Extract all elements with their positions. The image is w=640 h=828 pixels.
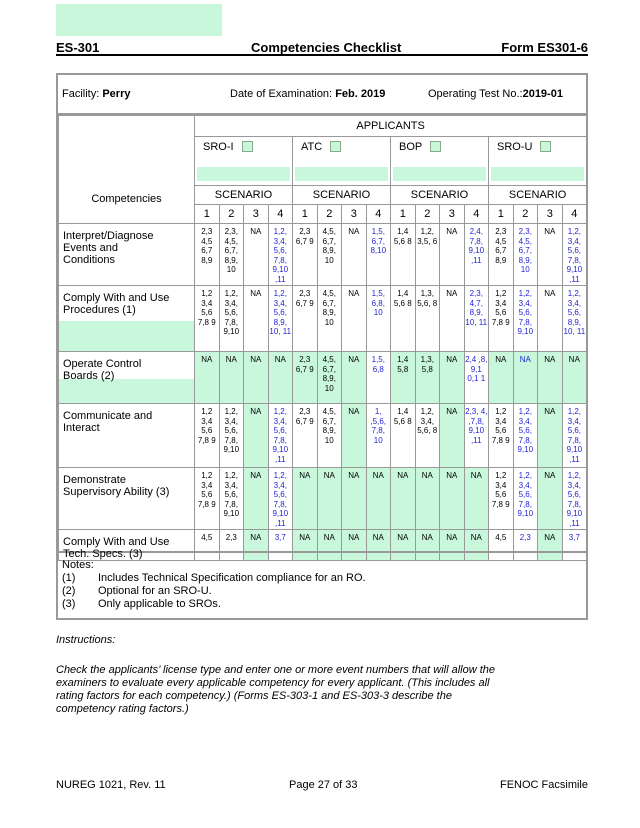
event-cell[interactable]: [366, 286, 391, 352]
event-numbers: 1,2, 3,4, 5,6, 7,8, 9,10: [223, 471, 240, 518]
event-numbers: NA: [544, 289, 556, 298]
event-cell[interactable]: [391, 224, 416, 286]
event-cell[interactable]: [342, 224, 367, 286]
event-cell[interactable]: [342, 286, 367, 352]
scenario-number: 4: [366, 204, 391, 223]
scenario-label: SCENARIO: [489, 185, 587, 204]
event-cell[interactable]: [219, 286, 244, 352]
scenario-number: 2: [219, 204, 244, 223]
scenario-number: 4: [562, 204, 587, 223]
applicant-name-band: [393, 167, 486, 181]
event-numbers: NA: [446, 355, 458, 364]
event-numbers: 1,2 3,4 5,6 7,8 9: [491, 289, 510, 327]
page-title: Competencies Checklist: [251, 40, 402, 55]
event-cell[interactable]: [562, 224, 587, 286]
competency-row: [59, 352, 587, 404]
event-numbers: 1,2, 3,4, 5,6, 8,9, 10, 11: [269, 289, 292, 336]
event-cell[interactable]: [391, 352, 416, 404]
event-numbers: NA: [225, 355, 237, 364]
event-cell[interactable]: [489, 352, 514, 404]
event-numbers: 2,3 6,7 9: [295, 407, 314, 426]
event-cell[interactable]: [195, 404, 220, 468]
event-cell[interactable]: [513, 404, 538, 468]
competency-name: [59, 404, 195, 468]
event-cell[interactable]: [562, 352, 587, 404]
competency-row: [59, 404, 587, 468]
event-numbers: 2,3 4,5 6,7 8,9: [201, 227, 213, 265]
scenario-number: 2: [317, 204, 342, 223]
event-cell[interactable]: [415, 352, 440, 404]
instructions: [56, 634, 506, 716]
license-checkbox[interactable]: [330, 141, 341, 152]
event-numbers: NA: [446, 407, 458, 416]
event-cell[interactable]: [489, 286, 514, 352]
event-numbers: 1,2 3,4 5,6 7,8 9: [197, 407, 216, 445]
event-cell[interactable]: [219, 404, 244, 468]
event-numbers: 2,3, 4,5, 6,7, 8,9, 10: [224, 227, 238, 274]
event-numbers: NA: [544, 227, 556, 236]
competencies-table: [58, 115, 587, 561]
event-numbers: NA: [250, 355, 262, 364]
competency-label: Communicate and Interact: [63, 410, 153, 434]
event-cell[interactable]: [464, 468, 489, 530]
event-cell[interactable]: [244, 468, 269, 530]
event-cell[interactable]: [268, 352, 293, 404]
event-numbers: 1,2, 3,4, 5,6, 7,8, 9,10 ,11: [566, 227, 583, 284]
checklist-form: [56, 73, 588, 620]
event-cell[interactable]: [342, 404, 367, 468]
event-cell[interactable]: [415, 224, 440, 286]
instructions-title: Instructions:: [56, 634, 116, 646]
event-numbers: 1,2, 3,4, 5,6, 8: [417, 407, 438, 435]
event-numbers: 1,2 3,4 5,6 7,8 9: [491, 407, 510, 445]
scenario-number: 1: [293, 204, 318, 223]
event-numbers: NA: [421, 533, 433, 542]
scenario-label: SCENARIO: [293, 185, 391, 204]
event-numbers: 1,2, 3,4, 5,6, 7,8, 9,10: [223, 407, 240, 454]
event-cell[interactable]: [317, 404, 342, 468]
event-numbers: 1,4 5,6 8: [393, 289, 412, 308]
event-numbers: 1,2, 3,4, 5,6, 7,8, 9,10 ,11: [566, 407, 583, 464]
event-numbers: NA: [519, 355, 531, 364]
applicant-type-atc: [293, 137, 391, 186]
event-cell[interactable]: [391, 468, 416, 530]
note-item: (2) Optional for an SRO-U.: [62, 585, 212, 597]
event-numbers: 2,3 4,5 6,7 8,9: [495, 227, 507, 265]
event-numbers: NA: [274, 355, 286, 364]
event-numbers: NA: [299, 471, 311, 480]
event-numbers: NA: [397, 471, 409, 480]
instructions-body: Check the applicants’ license type and enter one or more event numbers that will allow the examiners to evaluate every applicable competency for every applicant. (This includes all rating factors for each competency.) (Forms ES-303-1 and ES-303-3 describe the competency rating factors.): [56, 664, 496, 715]
facility-row: [58, 75, 586, 115]
event-numbers: NA: [446, 533, 458, 542]
applicant-type-label: SRO-U: [497, 141, 533, 154]
event-cell[interactable]: [464, 286, 489, 352]
event-numbers: NA: [544, 355, 556, 364]
event-numbers: NA: [250, 407, 262, 416]
event-numbers: 1,2, 3,4, 5,6, 7,8, 9,10 ,11: [272, 407, 289, 464]
license-checkbox[interactable]: [430, 141, 441, 152]
scenario-number: 1: [391, 204, 416, 223]
applicant-type-label: ATC: [301, 141, 323, 154]
header-color-block: [56, 4, 222, 36]
page-header: [56, 38, 588, 56]
event-numbers: NA: [372, 533, 384, 542]
event-cell[interactable]: [391, 286, 416, 352]
competencies-header: Competencies: [59, 116, 195, 224]
competency-label: Comply With and Use Tech. Specs. (3): [63, 536, 170, 560]
scenario-label: SCENARIO: [195, 185, 293, 204]
notes-section: [58, 551, 586, 618]
competency-label: Comply With and Use Procedures (1): [63, 292, 170, 316]
competency-name: [59, 286, 195, 352]
event-cell[interactable]: [219, 224, 244, 286]
event-numbers: 4,5: [495, 533, 507, 542]
event-numbers: 1,2, 3,4, 5,6, 8,9, 10, 11: [563, 289, 586, 336]
event-numbers: NA: [348, 471, 360, 480]
event-numbers: 1,2, 3,4, 5,6, 7,8, 9,10 ,11: [566, 471, 583, 528]
event-cell[interactable]: [342, 352, 367, 404]
competency-name: [59, 352, 195, 404]
event-cell[interactable]: [244, 286, 269, 352]
event-numbers: 2,3 6,7 9: [295, 227, 314, 246]
event-numbers: 4,5: [201, 533, 213, 542]
event-numbers: NA: [421, 471, 433, 480]
event-numbers: 4,5, 6,7, 8,9, 10: [322, 407, 336, 445]
event-numbers: NA: [323, 471, 335, 480]
event-numbers: NA: [544, 471, 556, 480]
event-numbers: 2,4 ,8, 9,1 0,1 1: [465, 355, 488, 383]
event-numbers: 2,3 6,7 9: [295, 289, 314, 308]
applicant-name-band: [197, 167, 290, 181]
event-numbers: 1,4 5,6 8: [393, 407, 412, 426]
event-numbers: 1,2, 3,4, 5,6, 7,8, 9,10 ,11: [272, 227, 289, 284]
event-cell[interactable]: [195, 468, 220, 530]
event-cell[interactable]: [366, 352, 391, 404]
applicant-type-label: SRO-I: [203, 141, 234, 154]
event-numbers: NA: [446, 227, 458, 236]
event-cell[interactable]: [440, 404, 465, 468]
note-item: (3) Only applicable to SROs.: [62, 598, 221, 610]
footer-doc-ref: NUREG 1021, Rev. 11: [56, 779, 166, 791]
competency-row: [59, 468, 587, 530]
event-cell[interactable]: [293, 286, 318, 352]
applicant-name-band: [295, 167, 388, 181]
event-cell[interactable]: [562, 286, 587, 352]
event-numbers: 1,5, 6,8: [371, 355, 385, 374]
event-cell[interactable]: [538, 224, 563, 286]
event-cell[interactable]: [562, 404, 587, 468]
event-numbers: NA: [372, 471, 384, 480]
event-numbers: 1,3, 5,6, 8: [417, 289, 438, 308]
event-cell[interactable]: [293, 468, 318, 530]
competency-name: [59, 468, 195, 530]
event-cell[interactable]: [464, 224, 489, 286]
event-cell[interactable]: [391, 404, 416, 468]
event-numbers: 2,3, 4,7, 8,9, 10, 11: [465, 289, 488, 327]
event-cell[interactable]: [195, 224, 220, 286]
event-cell[interactable]: [366, 224, 391, 286]
applicants-label: APPLICANTS: [195, 116, 587, 137]
event-numbers: 4,5, 6,7, 8,9, 10: [322, 355, 336, 393]
event-numbers: 2,3: [519, 533, 531, 542]
scenario-number: 3: [244, 204, 269, 223]
competency-row: [59, 224, 587, 286]
event-cell[interactable]: [268, 286, 293, 352]
facility-field: Facility: Perry: [62, 88, 131, 100]
event-numbers: 1,2 3,4 5,6 7,8 9: [491, 471, 510, 509]
event-cell[interactable]: [538, 286, 563, 352]
event-numbers: 1,2, 3,4, 5,6, 7,8, 9,10: [517, 407, 534, 454]
competency-label: Demonstrate Supervisory Ability (3): [63, 474, 170, 498]
scenario-number: 3: [440, 204, 465, 223]
event-cell[interactable]: [464, 404, 489, 468]
event-numbers: NA: [250, 227, 262, 236]
scenario-number: 4: [464, 204, 489, 223]
event-cell[interactable]: [219, 352, 244, 404]
event-numbers: NA: [470, 471, 482, 480]
event-numbers: 1,5, 6,8, 10: [371, 289, 385, 317]
event-numbers: 4,5, 6,7, 8,9, 10: [322, 289, 336, 327]
competency-label: Interpret/Diagnose Events and Conditions: [63, 230, 154, 266]
applicant-type-sro-u: [489, 137, 587, 186]
event-cell[interactable]: [317, 468, 342, 530]
form-id: ES-301: [56, 40, 100, 55]
event-cell[interactable]: [293, 224, 318, 286]
event-cell[interactable]: [366, 468, 391, 530]
note-item: (1) Includes Technical Specification compliance for an RO.: [62, 572, 366, 584]
event-cell[interactable]: [244, 404, 269, 468]
event-cell[interactable]: [489, 224, 514, 286]
event-cell[interactable]: [513, 224, 538, 286]
event-numbers: NA: [250, 289, 262, 298]
footer-facsimile: FENOC Facsimile: [499, 779, 588, 791]
event-numbers: NA: [544, 407, 556, 416]
applicant-type-bop: [391, 137, 489, 186]
event-cell[interactable]: [244, 352, 269, 404]
event-cell[interactable]: [562, 468, 587, 530]
license-checkbox[interactable]: [540, 141, 551, 152]
event-cell[interactable]: [538, 352, 563, 404]
license-checkbox[interactable]: [242, 141, 253, 152]
event-numbers: 4,5, 6,7, 8,9, 10: [322, 227, 336, 265]
event-numbers: 1,5, 6,7, 8,10: [370, 227, 387, 255]
event-cell[interactable]: [513, 352, 538, 404]
event-numbers: 1,2, 3,4, 5,6, 7,8, 9,10: [517, 289, 534, 336]
competency-highlight: [59, 379, 194, 403]
scenario-number: 3: [342, 204, 367, 223]
event-numbers: 1, ,5,6, 7,8, 10: [370, 407, 387, 445]
exam-date-field: Date of Examination: Feb. 2019: [230, 88, 386, 100]
event-numbers: NA: [348, 289, 360, 298]
event-cell[interactable]: [440, 468, 465, 530]
event-numbers: 3,7: [568, 533, 580, 542]
event-numbers: 1,2, 3,5, 6: [417, 227, 438, 246]
event-cell[interactable]: [440, 286, 465, 352]
event-numbers: NA: [323, 533, 335, 542]
event-cell[interactable]: [268, 224, 293, 286]
event-numbers: NA: [201, 355, 213, 364]
event-cell[interactable]: [415, 468, 440, 530]
event-numbers: NA: [397, 533, 409, 542]
event-numbers: NA: [495, 355, 507, 364]
event-numbers: NA: [250, 471, 262, 480]
event-numbers: NA: [299, 533, 311, 542]
event-numbers: NA: [446, 289, 458, 298]
scenario-number: 4: [268, 204, 293, 223]
event-cell[interactable]: [195, 286, 220, 352]
event-numbers: 2,4, 7,8, 9,10 ,11: [468, 227, 485, 265]
event-numbers: 1,2 3,4 5,6 7,8 9: [197, 289, 216, 327]
footer-page-number: Page 27 of 33: [289, 779, 358, 791]
applicant-type-sro-i: [195, 137, 293, 186]
event-cell[interactable]: [440, 224, 465, 286]
event-cell[interactable]: [317, 224, 342, 286]
scenario-number: 1: [489, 204, 514, 223]
event-numbers: NA: [250, 533, 262, 542]
applicant-type-label: BOP: [399, 141, 423, 154]
applicant-name-band: [491, 167, 584, 181]
event-cell[interactable]: [342, 468, 367, 530]
event-numbers: 3,7: [274, 533, 286, 542]
competency-row: [59, 286, 587, 352]
event-numbers: 2,3, 4, ,7,8, 9,10 ,11: [465, 407, 488, 445]
event-numbers: 1,2, 3,4, 5,6, 7,8, 9,10 ,11: [272, 471, 289, 528]
competency-highlight: [59, 321, 194, 351]
event-numbers: NA: [348, 355, 360, 364]
event-cell[interactable]: [317, 352, 342, 404]
notes-title: Notes:: [62, 559, 94, 571]
event-cell[interactable]: [538, 404, 563, 468]
event-numbers: 1,2 3,4 5,6 7,8 9: [197, 471, 216, 509]
event-numbers: NA: [348, 227, 360, 236]
event-numbers: 1,4 5,8: [397, 355, 409, 374]
scenario-number: 3: [538, 204, 563, 223]
event-cell[interactable]: [464, 352, 489, 404]
scenario-number: 2: [513, 204, 538, 223]
operating-test-field: Operating Test No.:2019-01: [428, 88, 563, 100]
event-numbers: NA: [544, 533, 556, 542]
event-numbers: NA: [568, 355, 580, 364]
event-numbers: 1,4 5,6 8: [393, 227, 412, 246]
event-numbers: NA: [348, 533, 360, 542]
event-cell[interactable]: [268, 468, 293, 530]
event-numbers: 1,2, 3,4, 5,6, 7,8, 9,10: [517, 471, 534, 518]
event-cell[interactable]: [293, 352, 318, 404]
event-numbers: 2,3: [225, 533, 237, 542]
event-cell[interactable]: [489, 468, 514, 530]
event-numbers: 2,3 6,7 9: [295, 355, 314, 374]
event-cell[interactable]: [219, 468, 244, 530]
scenario-number: 1: [195, 204, 220, 223]
event-cell[interactable]: [317, 286, 342, 352]
event-cell[interactable]: [268, 404, 293, 468]
event-cell[interactable]: [366, 404, 391, 468]
event-numbers: NA: [348, 407, 360, 416]
competency-label: Operate Control Boards (2): [63, 358, 142, 382]
applicants-header-row: [59, 116, 587, 137]
scenario-label: SCENARIO: [391, 185, 489, 204]
event-cell[interactable]: [440, 352, 465, 404]
competency-name: [59, 224, 195, 286]
event-cell[interactable]: [293, 404, 318, 468]
event-cell[interactable]: [195, 352, 220, 404]
event-cell[interactable]: [538, 468, 563, 530]
form-number: Form ES301-6: [501, 40, 588, 55]
event-numbers: 1,2, 3,4, 5,6, 7,8, 9,10: [223, 289, 240, 336]
event-cell[interactable]: [489, 404, 514, 468]
scenario-number: 2: [415, 204, 440, 223]
event-numbers: NA: [470, 533, 482, 542]
event-numbers: NA: [446, 471, 458, 480]
event-cell[interactable]: [415, 286, 440, 352]
event-cell[interactable]: [513, 286, 538, 352]
event-cell[interactable]: [244, 224, 269, 286]
event-cell[interactable]: [513, 468, 538, 530]
event-numbers: 1,3, 5,8: [420, 355, 434, 374]
event-cell[interactable]: [415, 404, 440, 468]
event-numbers: 2,3, 4,5, 6,7, 8,9, 10: [518, 227, 532, 274]
